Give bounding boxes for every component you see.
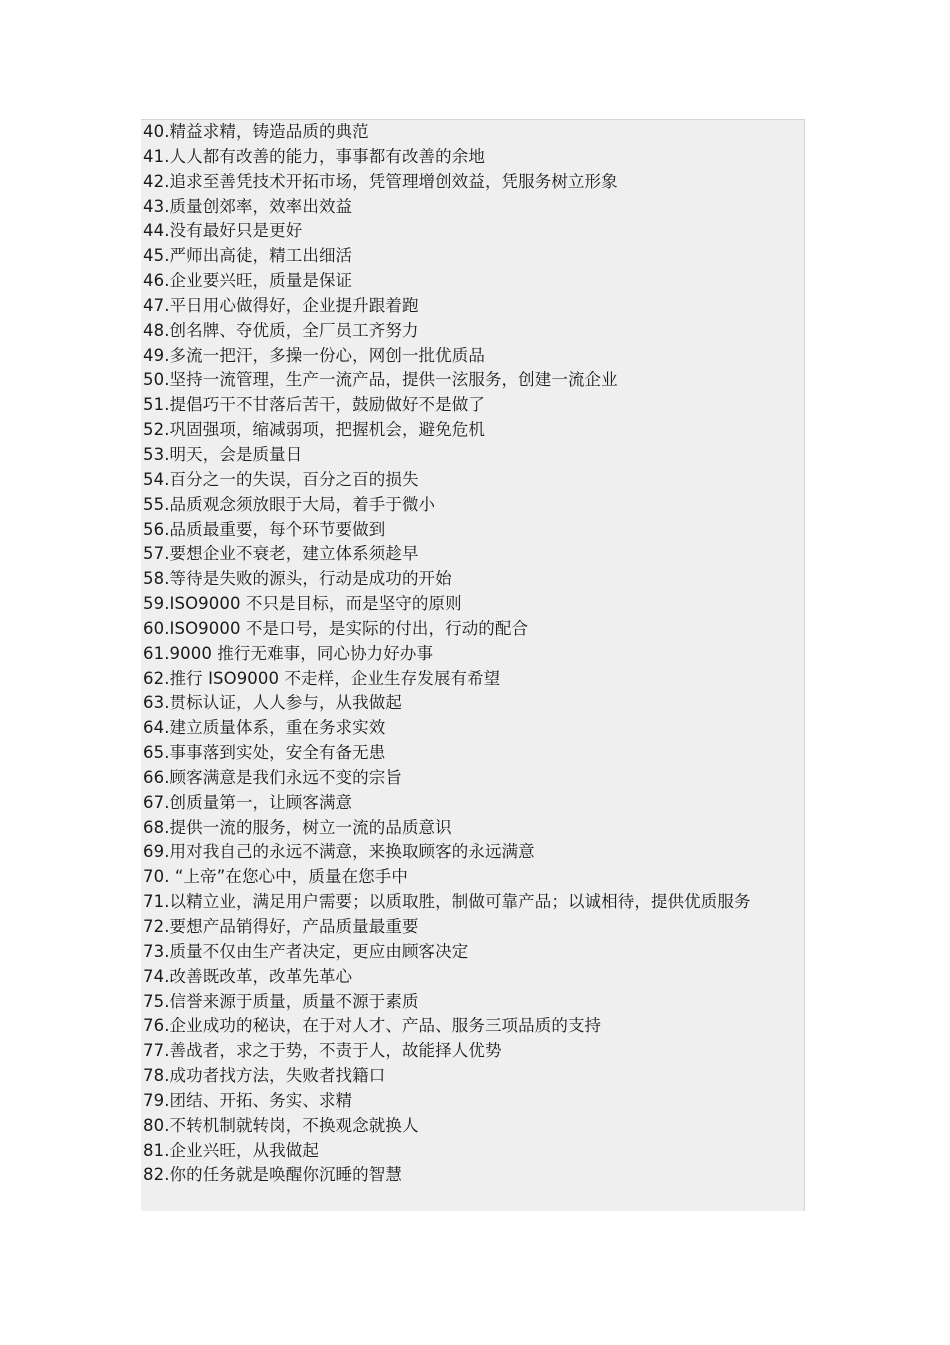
slogan-line: 80.不转机制就转岗，不换观念就换人 xyxy=(143,1115,419,1135)
slogan-line: 51.提倡巧干不甘落后苦干，鼓励做好不是做了 xyxy=(143,395,485,415)
slogan-line: 53.明天，会是质量日 xyxy=(143,444,303,464)
slogan-line: 49.多流一把汗，多操一份心，网创一批优质品 xyxy=(143,345,485,365)
slogan-line: 81.企业兴旺，从我做起 xyxy=(143,1140,319,1160)
slogan-line: 77.善战者，求之于势，不责于人，故能择人优势 xyxy=(143,1041,502,1061)
slogan-line: 69.用对我自己的永远不满意，来换取顾客的永远满意 xyxy=(143,842,535,862)
slogan-line: 68.提供一流的服务，树立一流的品质意识 xyxy=(143,817,452,837)
slogan-line: 71.以精立业，满足用户需要；以质取胜，制做可靠产品；以诚相待，提供优质服务 xyxy=(143,892,751,912)
slogan-line: 48.创名牌、夺优质，全厂员工齐努力 xyxy=(143,320,419,340)
slogan-line: 47.平日用心做得好，企业提升跟着跑 xyxy=(143,295,419,315)
slogan-line: 64.建立质量体系，重在务求实效 xyxy=(143,718,386,738)
slogan-line: 42.追求至善凭技术开拓市场，凭管理增创效益，凭服务树立形象 xyxy=(143,171,618,191)
slogan-list xyxy=(141,120,804,1188)
slogan-line: 78.成功者找方法，失败者找籍口 xyxy=(143,1066,386,1086)
slogan-line: 40.精益求精，铸造品质的典范 xyxy=(143,122,369,141)
slogan-line: 61.9000 推行无难事，同心协力好办事 xyxy=(143,643,434,663)
slogan-line: 57.要想企业不衰老，建立体系须趁早 xyxy=(143,544,419,564)
slogan-line: 55.品质观念须放眼于大局，着手于微小 xyxy=(143,494,436,514)
slogan-line: 79.团结、开拓、务实、求精 xyxy=(143,1090,353,1110)
slogan-line: 50.坚持一流管理，生产一流产品，提供一泫服务，创建一流企业 xyxy=(143,370,618,390)
slogan-line: 72.要想产品销得好，产品质量最重要 xyxy=(143,917,419,936)
slogan-line: 74.改善既改革，改革先革心 xyxy=(143,966,353,986)
slogan-line: 58.等待是失败的源头，行动是成功的开始 xyxy=(143,569,452,589)
slogan-line: 59.ISO9000 不只是目标，而是坚守的原则 xyxy=(143,594,462,614)
slogan-line: 76.企业成功的秘诀，在于对人才、产品、服务三项品质的支持 xyxy=(143,1016,602,1036)
slogan-line: 66.顾客满意是我们永远不变的宗旨 xyxy=(143,767,402,787)
slogan-list-box xyxy=(141,119,805,1211)
slogan-line: 54.百分之一的失误，百分之百的损失 xyxy=(143,469,419,489)
slogan-line: 56.品质最重要，每个环节要做到 xyxy=(143,519,386,539)
slogan-line: 60.ISO9000 不是口号，是实际的付出，行动的配合 xyxy=(143,618,529,638)
slogan-line: 46.企业要兴旺，质量是保证 xyxy=(143,271,353,291)
slogan-line: 73.质量不仅由生产者决定，更应由顾客决定 xyxy=(143,941,469,961)
slogan-line: 75.信誉来源于质量，质量不源于素质 xyxy=(143,991,419,1011)
slogan-line: 82.你的任务就是唤醒你沉睡的智慧 xyxy=(143,1165,402,1185)
slogan-line: 65.事事落到实处，安全有备无患 xyxy=(143,743,386,763)
slogan-line: 41.人人都有改善的能力，事事都有改善的余地 xyxy=(143,146,485,166)
slogan-line: 63.贯标认证，人人参与，从我做起 xyxy=(143,693,402,713)
slogan-line: 45.严师出高徒，精工出细活 xyxy=(143,246,353,266)
slogan-line: 43.质量创郊率，效率出效益 xyxy=(143,196,353,216)
slogan-line: 44.没有最好只是更好 xyxy=(143,221,303,241)
slogan-line: 67.创质量第一，让顾客满意 xyxy=(143,792,353,812)
slogan-line: 52.巩固强项，缩减弱项，把握机会，避免危机 xyxy=(143,420,485,440)
slogan-line: 62.推行 ISO9000 不走样，企业生存发展有希望 xyxy=(143,668,501,688)
slogan-line: 70. “上帝”在您心中，质量在您手中 xyxy=(143,867,408,887)
